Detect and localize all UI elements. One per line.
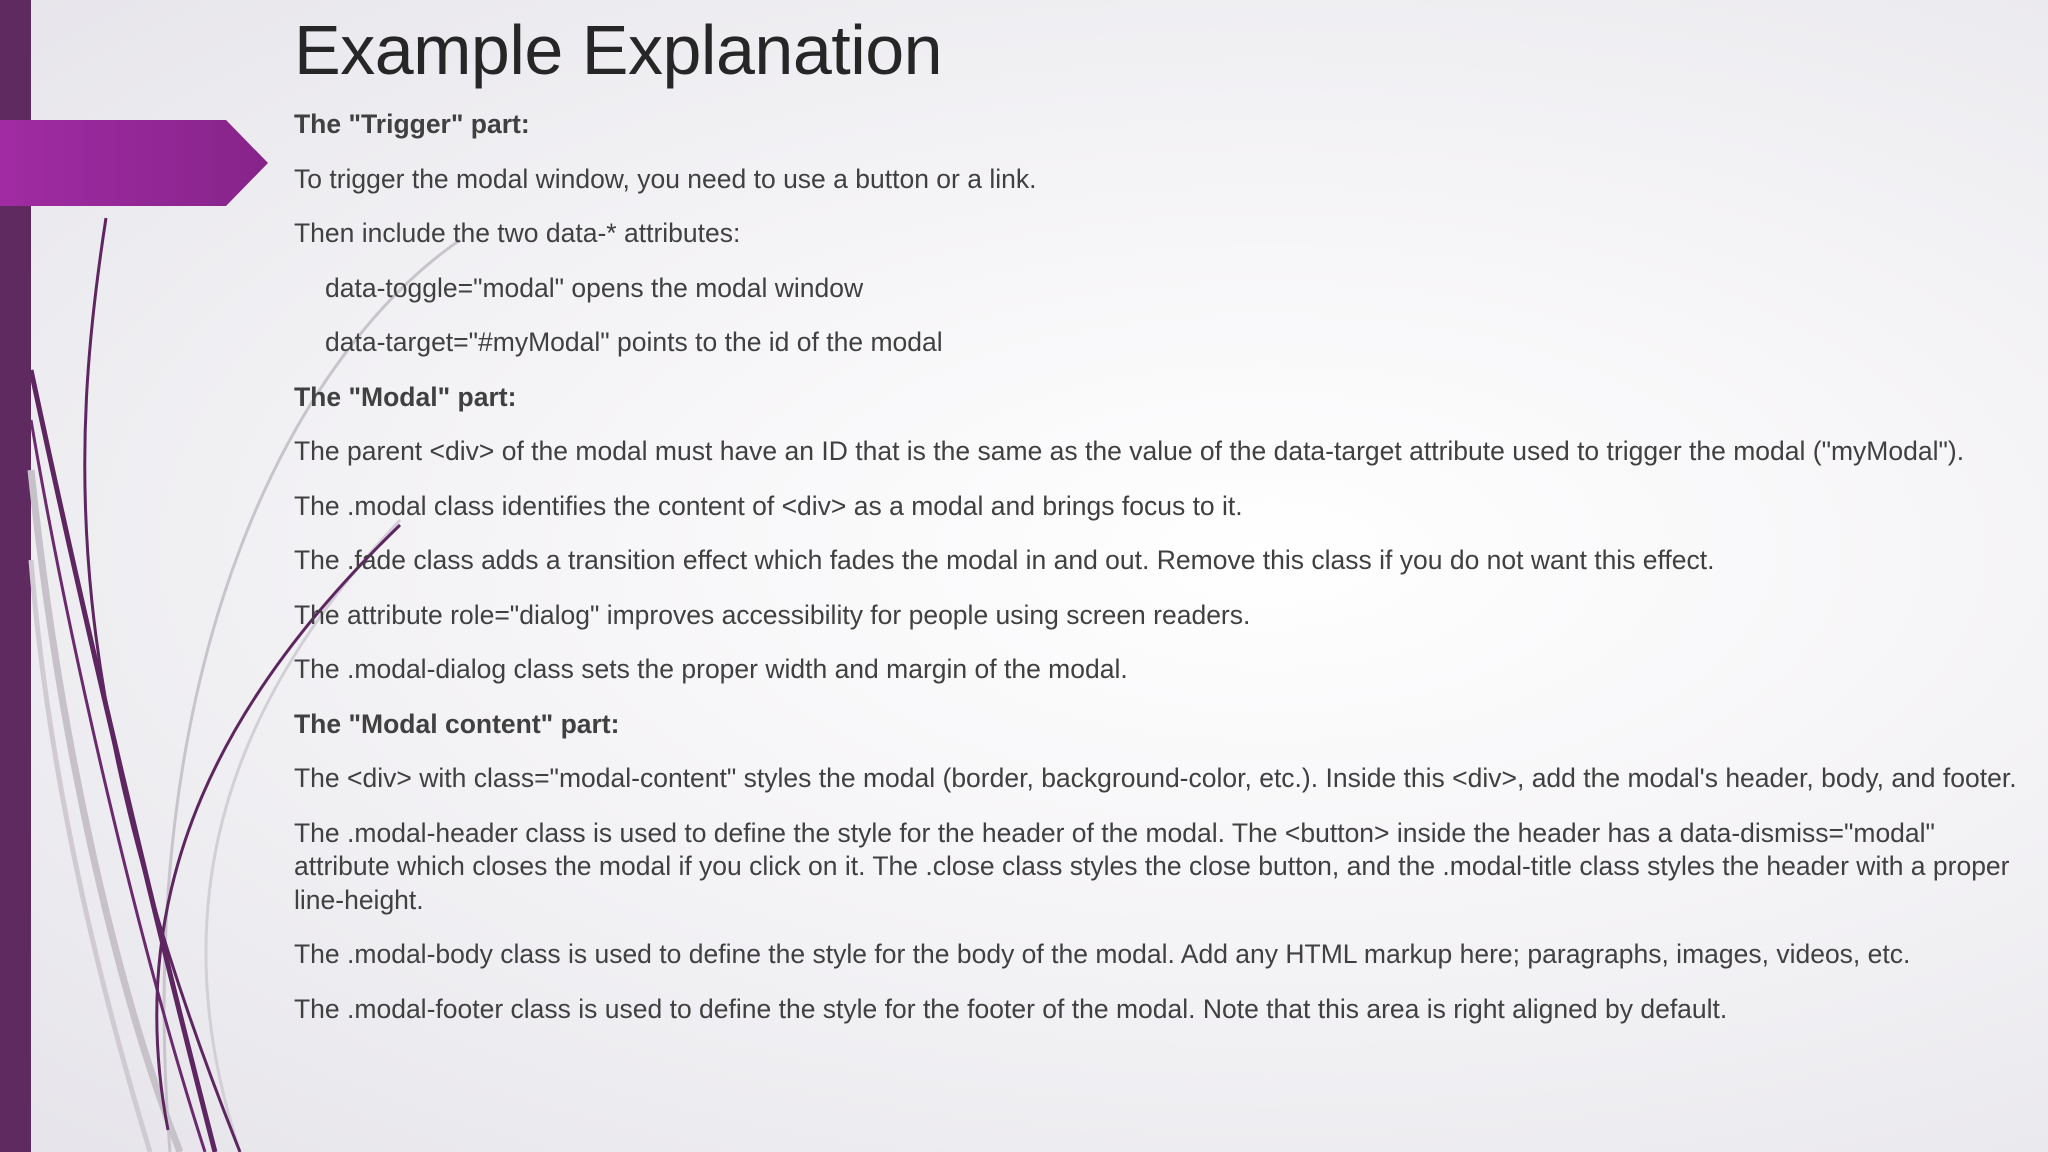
- title-arrow-shape: [0, 120, 268, 206]
- body-paragraph: The parent <div> of the modal must have an ID that is the same as the value of the data-target attribute used to trigger the modal ("myModal").: [294, 436, 1965, 466]
- section-heading-trigger: The "Trigger" part:: [294, 109, 530, 139]
- body-paragraph: The .modal-footer class is used to define the style for the footer of the modal. Note that this area is right aligned by default.: [294, 993, 1728, 1024]
- section-heading-modal-content: The "Modal content" part:: [294, 708, 620, 739]
- body-paragraph: To trigger the modal window, you need to use a button or a link.: [294, 163, 1037, 194]
- section-heading-modal: The "Modal" part:: [294, 381, 517, 412]
- body-paragraph: The attribute role="dialog" improves accessibility for people using screen readers.: [294, 599, 1251, 630]
- slide-title: Example Explanation: [294, 11, 943, 89]
- body-paragraph: The .modal class identifies the content of <div> as a modal and brings focus to it.: [294, 490, 1243, 521]
- indented-item: data-toggle="modal" opens the modal window: [325, 272, 864, 303]
- body-paragraph: Then include the two data-* attributes:: [294, 218, 741, 248]
- body-paragraph: The .modal-dialog class sets the proper width and margin of the modal.: [294, 654, 1128, 684]
- body-paragraph: The .fade class adds a transition effect which fades the modal in and out. Remove this class if you do not want this effect.: [294, 545, 1715, 575]
- body-paragraph: The .modal-body class is used to define the style for the body of the modal. Add any HTML markup here; paragraphs, images, videos, etc.: [294, 939, 1911, 969]
- body-paragraph: The .modal-header class is used to define the style for the header of the modal. The <button> inside the header has a data-dismiss="modal" attribute which closes the modal if you click on it. The .close class styles the close button, and the .modal-title class styles the header with a proper line-height.: [294, 817, 2010, 915]
- indented-item: data-target="#myModal" points to the id of the modal: [325, 327, 943, 357]
- slide-body: [294, 108, 2024, 1047]
- body-paragraph: The <div> with class="modal-content" styles the modal (border, background-color, etc.). Inside this <div>, add the modal's header, body, and footer.: [294, 763, 2017, 793]
